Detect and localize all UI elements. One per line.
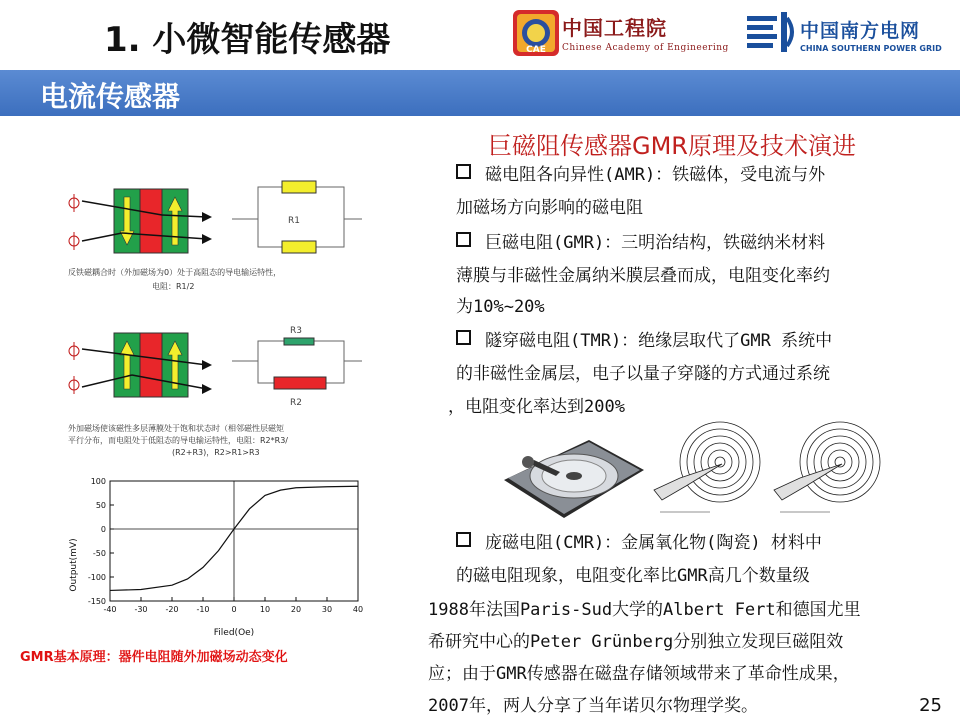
caption-parallel-2: 平行分布，而电阻处于低阻态的导电输运特性，电阻：R2*R3/ [68, 436, 288, 445]
checkbox-bullet-icon [456, 532, 471, 547]
y-tick-label: -50 [92, 549, 106, 558]
history-line-1: 1988年法国Paris-Sud大学的Albert Fert和德国尤里 [428, 600, 861, 620]
y-tick-label: -150 [87, 597, 106, 606]
history-line-2: 希研究中心的Peter Grünberg分别独立发现巨磁阻效 [428, 632, 844, 652]
x-tick-label: 30 [321, 605, 333, 614]
page-number: 25 [919, 695, 942, 716]
csg-name-en: CHINA SOUTHERN POWER GRID [800, 44, 942, 53]
checkbox-bullet-icon [456, 232, 471, 247]
y-tick-label: 50 [95, 501, 106, 510]
cae-badge-text: CAE [526, 45, 546, 55]
cae-logo-icon [513, 10, 559, 56]
caption-parallel-3: (R2+R3)，R2>R1>R3 [172, 448, 260, 457]
cmr-line-2: 的磁电阻现象，电阻变化率比GMR高几个数量级 [456, 566, 810, 586]
history-line-3: 应；由于GMR传感器在磁盘存储领域带来了革命性成果， [428, 664, 850, 684]
tmr-line-3: ，电阻变化率达到200% [448, 397, 625, 417]
amr-line-2: 加磁场方向影响的磁电阻 [456, 198, 643, 218]
section-title: 电流传感器 [40, 80, 181, 113]
checkbox-bullet-icon [456, 330, 471, 345]
bullet-amr [456, 160, 825, 185]
gmr-line-1: 巨磁电阻(GMR)：三明治结构，铁磁纳米材料 [485, 233, 826, 253]
x-tick-label: 20 [290, 605, 302, 614]
checkbox-bullet-icon [456, 164, 471, 179]
tmr-line-2: 的非磁性金属层，电子以量子穿隧的方式通过系统 [456, 364, 830, 384]
bullet-tmr [456, 326, 832, 351]
disk-head-diagram [650, 416, 900, 522]
chart-y-label: Output(mV) [69, 538, 79, 592]
history-line-4: 2007年，两人分享了当年诺贝尔物理学奖。 [428, 696, 758, 716]
bullet-gmr [456, 228, 825, 253]
sandwich-parallel [114, 333, 188, 397]
x-tick-label: -30 [134, 605, 148, 614]
cae-logo-text [562, 12, 729, 53]
section-bar [0, 70, 960, 116]
x-tick-label: -40 [103, 605, 117, 614]
gmr-principle-figure [62, 165, 392, 675]
y-tick-label: -100 [87, 573, 106, 582]
chart-x-label: Filed(Oe) [213, 628, 255, 638]
cae-name-cn: 中国工程院 [562, 16, 667, 40]
csg-logo-icon [745, 12, 797, 52]
spin-symbols-bottom [69, 342, 79, 394]
csg-logo-text [800, 16, 942, 53]
gmr-line-2: 薄膜与非磁性金属纳米膜层叠而成，电阻变化率约 [456, 266, 830, 286]
x-tick-label: 10 [259, 605, 271, 614]
label-r3: R3 [290, 326, 302, 336]
cmr-line-1: 庞磁电阻(CMR)：金属氧化物(陶瓷) 材料中 [485, 533, 822, 553]
y-tick-label: 0 [100, 525, 106, 534]
x-tick-label: 0 [231, 605, 237, 614]
y-tick-label: 100 [90, 477, 106, 486]
x-tick-label: -10 [196, 605, 210, 614]
slide-title: 1. 小微智能传感器 [104, 20, 391, 60]
x-tick-label: -20 [165, 605, 179, 614]
label-r1: R1 [288, 216, 300, 226]
gmr-section-title: 巨磁阻传感器GMR原理及技术演进 [488, 132, 856, 160]
caption-parallel-1: 外加磁场使该磁性多层薄膜处于饱和状态时（相邻磁性层磁矩 [68, 424, 284, 433]
figure-caption: GMR基本原理：器件电阻随外加磁场动态变化 [20, 650, 288, 665]
csg-name-cn: 中国南方电网 [800, 20, 921, 42]
tmr-line-1: 隧穿磁电阻(TMR)：绝缘层取代了GMR 系统中 [485, 331, 833, 351]
label-r2: R2 [290, 398, 302, 408]
gmr-response-chart [88, 477, 363, 614]
cae-name-en: Chinese Academy of Engineering [562, 43, 729, 53]
x-tick-label: 40 [352, 605, 364, 614]
gmr-line-3: 为10%~20% [456, 297, 545, 317]
caption-antiparallel-1: 反铁磁耦合时（外加磁场为0）处于高阻态的导电输运特性， [68, 268, 282, 277]
bullet-cmr [456, 528, 822, 553]
spin-symbols-top [69, 194, 79, 250]
caption-antiparallel-2: 电阻：R1/2 [152, 282, 195, 291]
sandwich-antiparallel [114, 189, 188, 253]
hard-disk-drive-image [494, 420, 649, 520]
amr-line-1: 磁电阻各向异性(AMR)：铁磁体，受电流与外 [485, 165, 826, 185]
